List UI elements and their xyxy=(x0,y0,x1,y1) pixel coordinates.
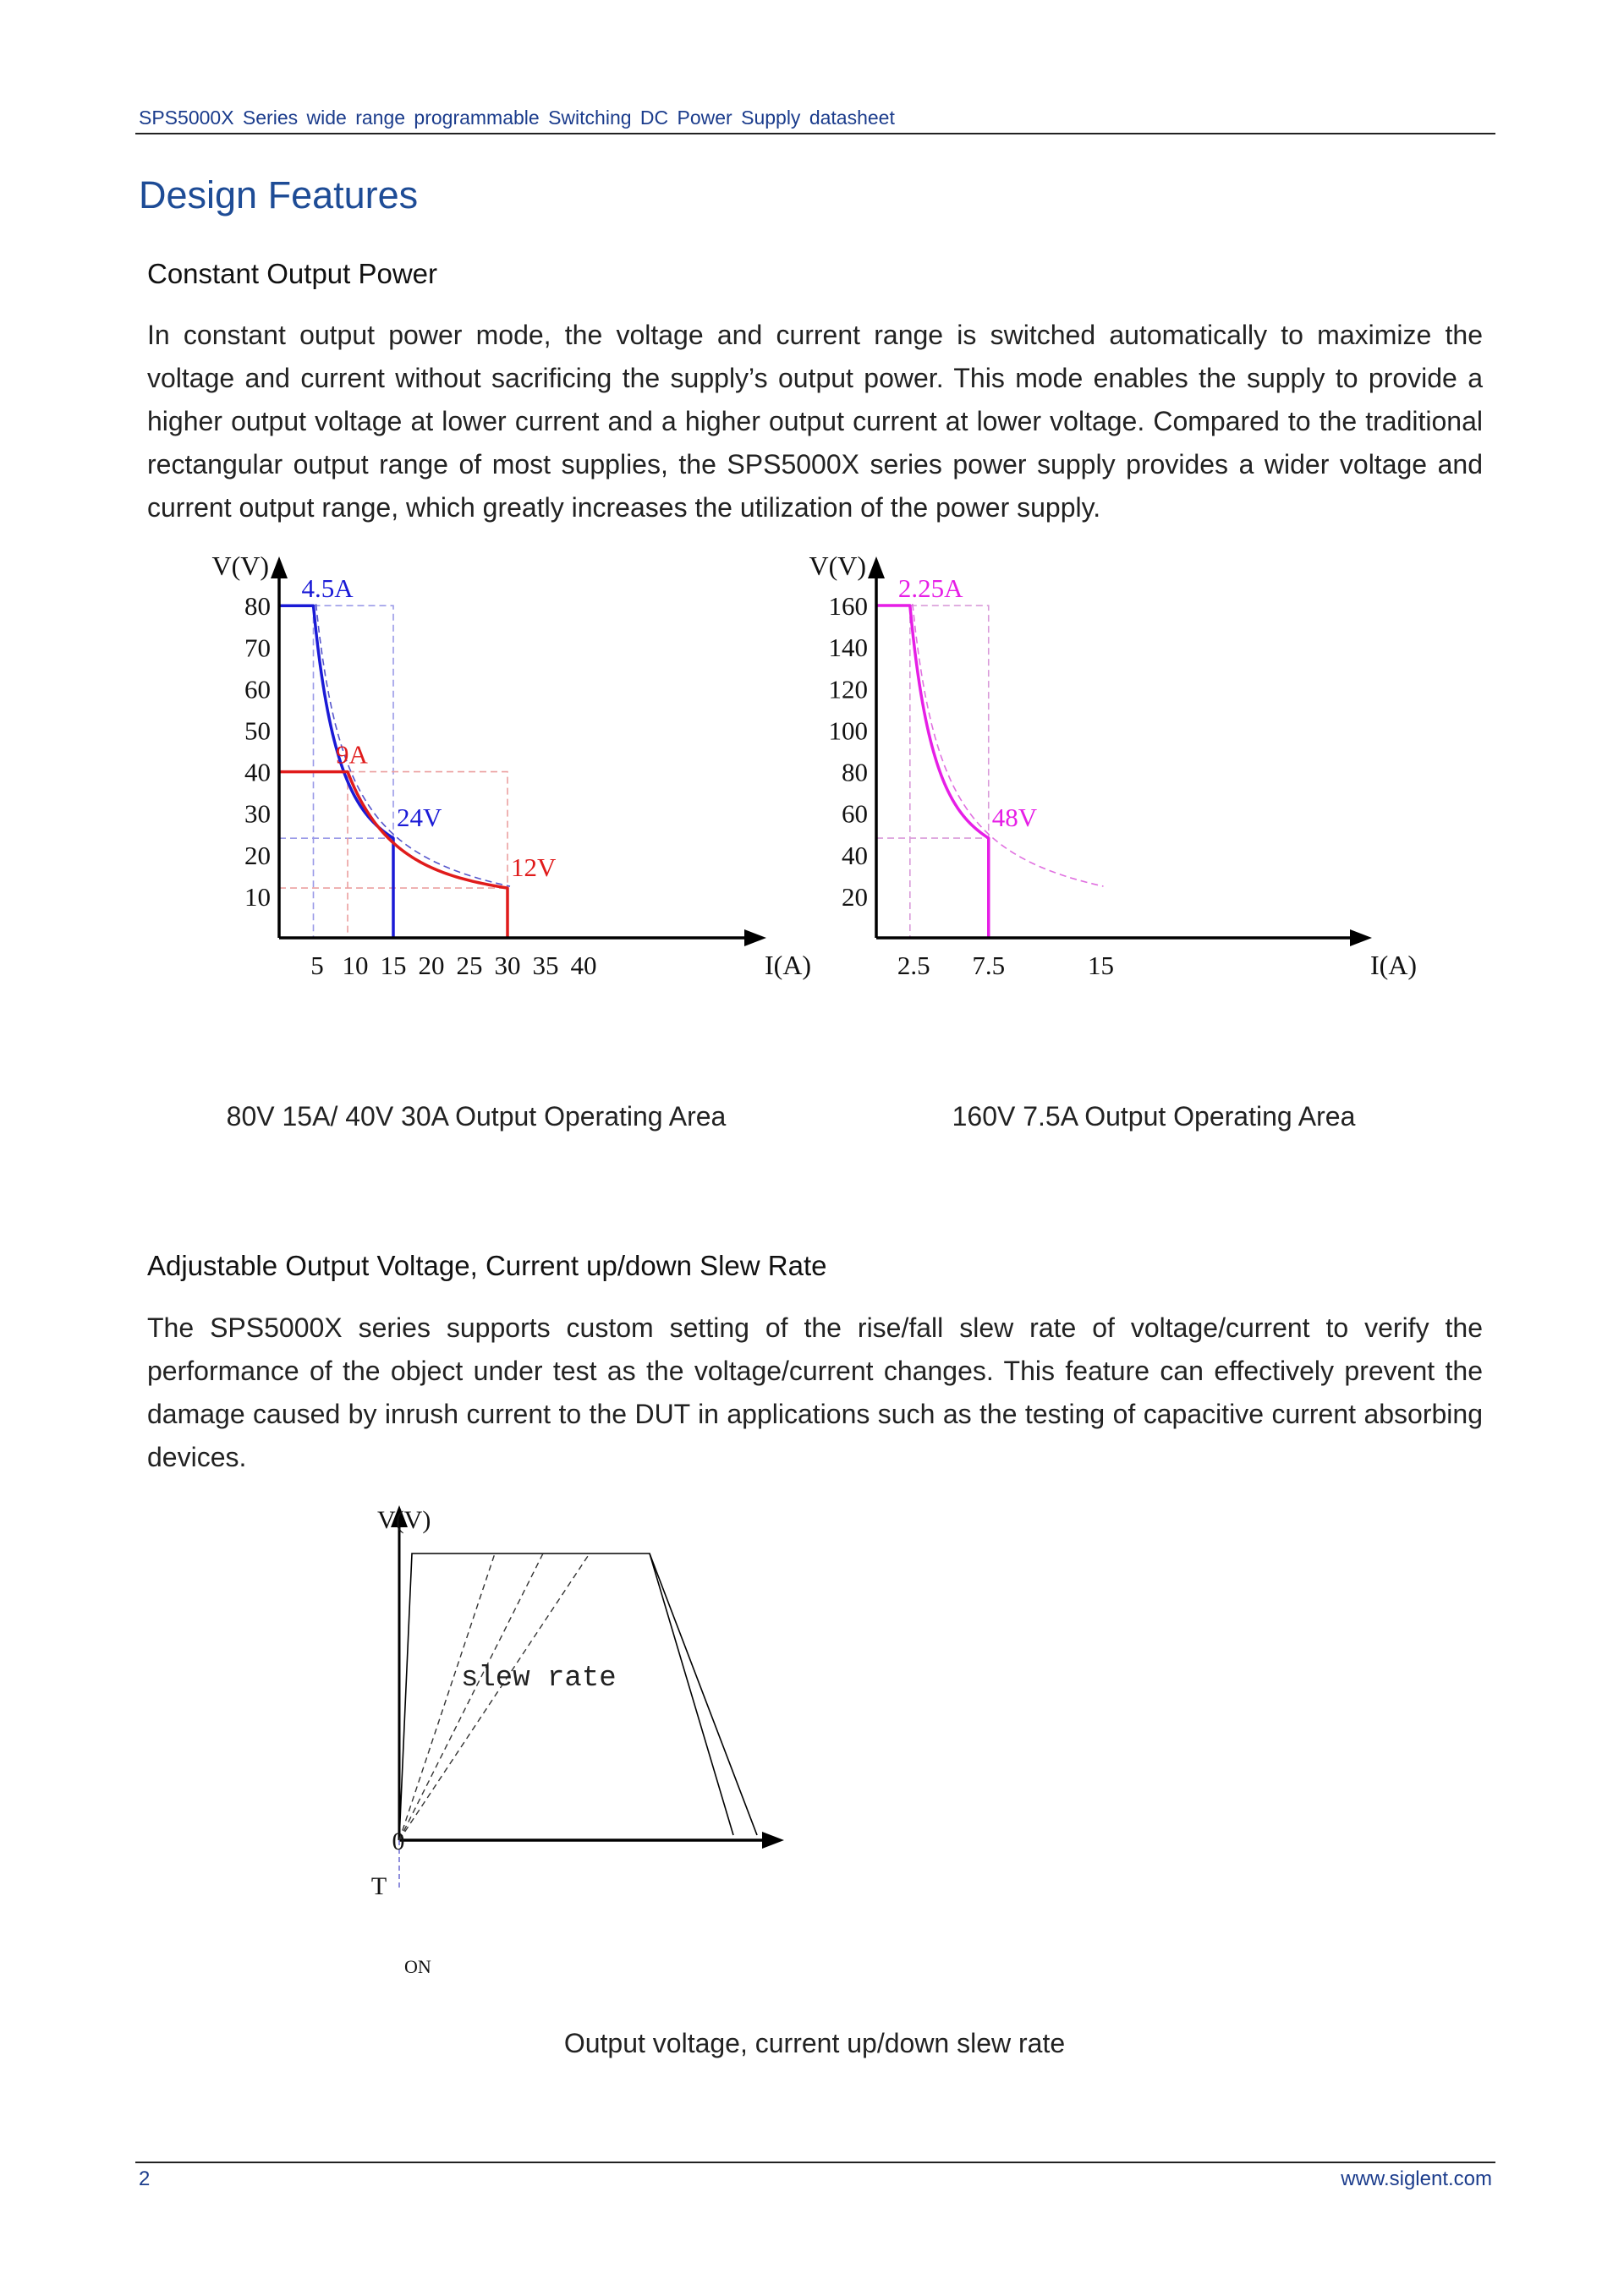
y-tick-label: 40 xyxy=(842,840,868,870)
x-tick-label: 5 xyxy=(310,951,324,980)
y-axis-arrow-icon xyxy=(271,556,288,578)
y-tick-label: 60 xyxy=(842,798,868,829)
footer-divider xyxy=(135,2162,1495,2163)
series-label: 48V xyxy=(991,803,1038,833)
y-axis-arrow-icon xyxy=(868,556,885,578)
x-tick-label: 15 xyxy=(380,951,407,980)
section-heading: Constant Output Power xyxy=(147,258,438,289)
x-axis-label: T xyxy=(370,1872,387,1900)
x-axis-label: I(A) xyxy=(1370,950,1418,980)
x-tick-label: 20 xyxy=(418,951,445,980)
series-label: 4.5A xyxy=(301,573,354,604)
guide-line xyxy=(348,772,508,938)
section-paragraph: The SPS5000X series supports custom setting of the rise/fall slew rate of voltage/current to verify the performance of the object under test as the voltage/current changes. This feature can effectively prevent the damage caused by inrush current to the DUT in applications such as the testing of capacitive current absorbing devices. xyxy=(147,1312,1483,1472)
y-axis-label: V(V) xyxy=(377,1506,431,1534)
page-title: Design Features xyxy=(139,173,419,216)
y-tick-label: 40 xyxy=(244,757,271,787)
voltage-waveform xyxy=(399,1553,733,1840)
x-axis-arrow-icon xyxy=(1350,929,1372,946)
x-tick-label: 15 xyxy=(1088,951,1114,980)
y-tick-label: 20 xyxy=(244,840,271,870)
y-tick-label: 50 xyxy=(244,715,271,746)
slew-rate-annotation: slew rate xyxy=(461,1663,617,1695)
x-tick-label: 35 xyxy=(532,951,559,980)
series-line-160v-7-5a xyxy=(876,606,989,938)
section-heading: Adjustable Output Voltage, Current up/down Slew Rate xyxy=(147,1250,827,1281)
ideal-power-curve xyxy=(913,604,1104,886)
x-axis-arrow-icon xyxy=(762,1832,784,1849)
website-link[interactable]: www.siglent.com xyxy=(1341,2167,1492,2190)
chart-caption: 160V 7.5A Output Operating Area xyxy=(952,1101,1356,1132)
y-tick-label: 60 xyxy=(244,674,271,704)
x-axis-arrow-icon xyxy=(744,929,766,946)
document-header: SPS5000X Series wide range programmable Switching DC Power Supply datasheet xyxy=(139,107,895,129)
slew-rate-line xyxy=(399,1553,590,1840)
y-axis-label: V(V) xyxy=(211,551,269,581)
y-tick-label: 70 xyxy=(244,633,271,663)
series-label: 24V xyxy=(397,803,442,833)
chart-caption: Output voltage, current up/down slew rate xyxy=(563,2028,1066,2058)
slew-rate-line xyxy=(399,1553,543,1840)
y-tick-label: 100 xyxy=(828,715,868,746)
x-tick-label: 30 xyxy=(494,951,521,980)
slow-fall-line xyxy=(650,1553,757,1835)
y-tick-label: 80 xyxy=(244,591,271,622)
page-number: 2 xyxy=(139,2167,151,2190)
slew-rate-line xyxy=(399,1553,495,1840)
chart-caption: 80V 15A/ 40V 30A Output Operating Area xyxy=(226,1101,727,1132)
y-tick-label: 20 xyxy=(842,881,868,912)
guide-line xyxy=(910,606,989,938)
x-tick-label: 10 xyxy=(342,951,369,980)
y-tick-label: 30 xyxy=(244,798,271,829)
on-label: ON xyxy=(404,1956,431,1977)
x-tick-label: 25 xyxy=(456,951,483,980)
x-axis-label: I(A) xyxy=(765,950,812,980)
x-tick-label: 2.5 xyxy=(897,951,930,980)
section-paragraph: In constant output power mode, the voltage and current range is switched automatically to maximize the voltage and current without sacrificing the supply’s output power. This mode enables the supply to provide a higher output voltage at lower current and a higher output current at lower voltage. Compared to the traditional rectangular output range of most supplies, the SPS5000X series power supply provides a wider voltage and current output range, which greatly increases the utilization of the power supply. xyxy=(147,320,1483,523)
y-tick-label: 120 xyxy=(828,674,868,704)
origin-label: 0 xyxy=(392,1827,405,1855)
y-tick-label: 160 xyxy=(828,591,868,622)
series-label: 12V xyxy=(511,852,557,883)
series-label: 9A xyxy=(336,739,368,770)
y-tick-label: 140 xyxy=(828,633,868,663)
y-axis-label: V(V) xyxy=(809,551,866,581)
x-tick-label: 40 xyxy=(570,951,597,980)
x-tick-label: 7.5 xyxy=(972,951,1006,980)
series-label: 2.25A xyxy=(897,573,963,604)
y-tick-label: 10 xyxy=(244,881,271,912)
y-tick-label: 80 xyxy=(842,757,868,787)
